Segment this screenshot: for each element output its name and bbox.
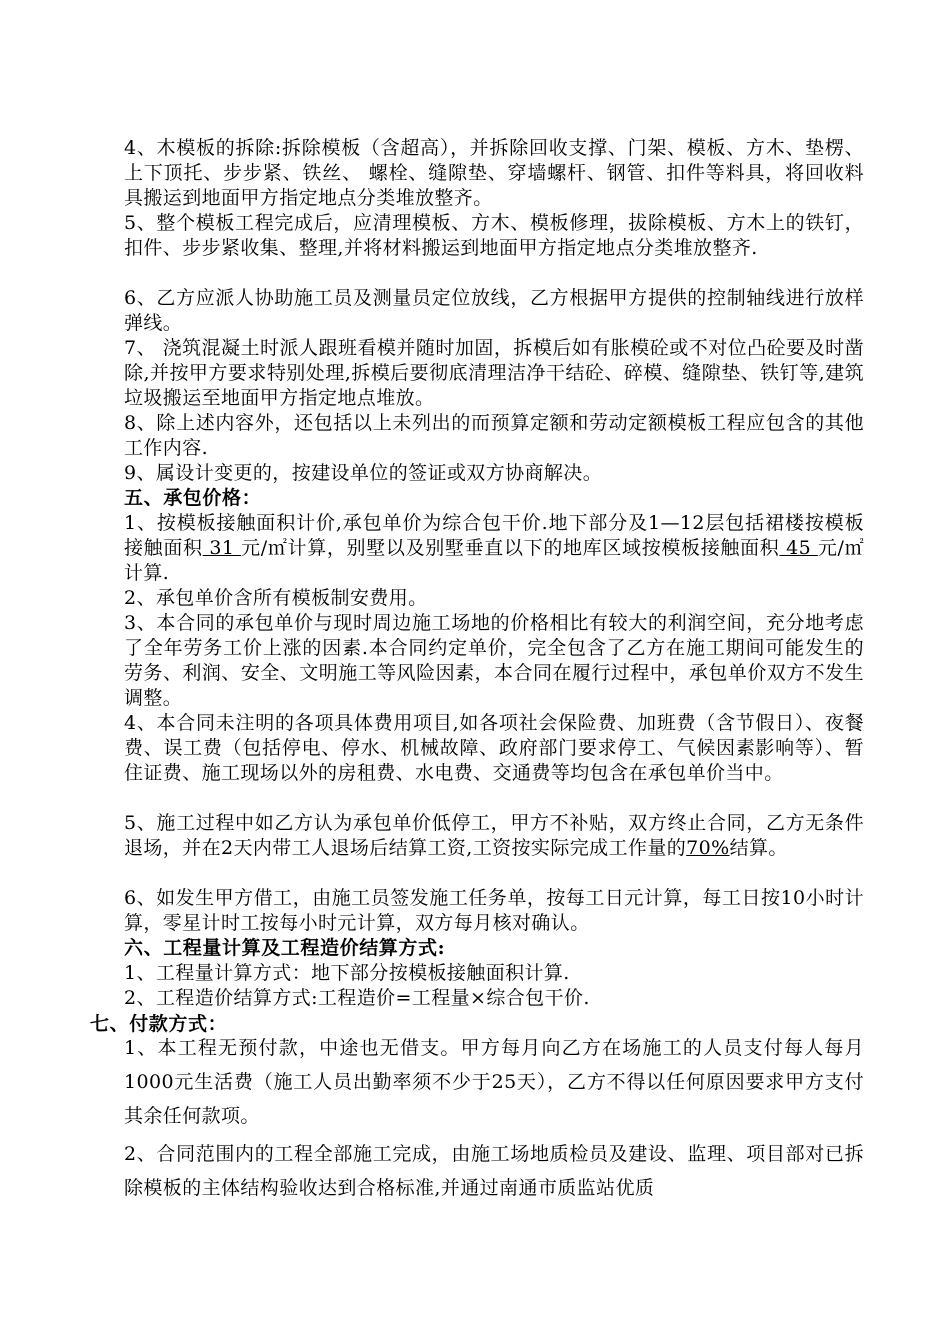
clause-5-cleanup: 5、整个模板工程完成后，应清理模板、方木、模板修理，拔除模板、方木上的铁钉，扣件、步步紧收集、整理,并将材料搬运到地面甲方指定地点分类堆放整齐. [124,212,864,259]
item-5-text-a: 5、施工过程中如乙方认为承包单价低停工，甲方不补贴，双方终止合同，乙方无条件退场，并在2天内带工人退场后结算工资,工资按实际完成工作量的 [124,812,864,859]
section-5-item-5 [124,811,864,861]
section-5-item-2: 2、承包单价含所有模板制安费用。 [124,587,428,609]
section-7-title: 七、付款方式： [90,1013,228,1035]
settlement-percent: 70% [686,837,730,859]
section-5-item-1 [124,511,864,586]
clause-8-other: 8、除上述内容外，还包括以上未列出的而预算定额和劳动定额模板工程应包含的其他工作内容. [124,412,864,459]
section-5-title: 五、承包价格： [124,487,262,509]
clause-4-demolition: 4、木模板的拆除:拆除模板（含超高），并拆除回收支撑、门架、模板、方木、垫楞、上下顶托、步步紧、铁丝、 螺栓、缝隙垫、穿墙螺杆、钢管、扣件等料具，将回收料具搬运到地面甲方指定地点分类堆放整齐。 [124,137,864,209]
section-5-item-3: 3、本合同的承包单价与现时周边施工场地的价格相比有较大的利润空间，充分地考虑了全年劳务工价上涨的因素.本合同约定单价，完全包含了乙方在施工期间可能发生的劳务、利润、安全、文明施工等风险因素，本合同在履行过程中，承包单价双方不发生调整。 [124,612,864,709]
section-7-item-2: 2、合同范围内的工程全部施工完成，由施工场地质检员及建设、监理、项目部对已拆除模板的主体结构验收达到合格标准,并通过南通市质监站优质 [124,1143,864,1199]
section-6-item-1: 1、工程量计算方式：地下部分按模板接触面积计算. [124,962,570,984]
clause-7-concrete: 7、 浇筑混凝土时派人跟班看模并随时加固，拆模后如有胀模砼或不对位凸砼要及时凿除,并按甲方要求特别处理,拆模后要彻底清理洁净干结砼、碎模、缝隙垫、铁钉等,建筑垃圾搬运至地面甲方指定地点堆放。 [124,337,864,409]
section-6-item-2: 2、工程造价结算方式:工程造价=工程量×综合包干价. [124,987,590,1009]
section-5-item-4: 4、本合同未注明的各项具体费用项目,如各项社会保险费、加班费（含节假日）、夜餐费、误工费（包括停电、停水、机械故障、政府部门要求停工、气候因素影响等）、暂住证费、施工现场以外的房租费、水电费、交通费等均包含在承包单价当中。 [124,712,864,784]
item-1-text-b: 元/㎡计算，别墅以及别墅垂直以下的地库区域按模板接触面积 [241,537,780,559]
price-villa: 45 [779,537,818,559]
price-underground: 31 [202,537,242,559]
item-1-text-c: 元/㎡计算. [124,537,864,584]
section-7-item-1: 1、本工程无预付款，中途也无借支。甲方每月向乙方在场施工的人员支付每人每月1000元生活费（施工人员出勤率须不少于25天），乙方不得以任何原因要求甲方支付其余任何款项。 [124,1037,864,1127]
item-5-text-b: 结算。 [729,837,788,859]
item-1-text-a: 1、按模板接触面积计价,承包单价为综合包干价.地下部分及1—12层包括裙楼按模板接触面积 [124,512,864,559]
section-6-title: 六、工程量计算及工程造价结算方式: [124,937,446,959]
clause-9-changes: 9、属设计变更的，按建设单位的签证或双方协商解决。 [124,462,603,484]
section-5-item-6: 6、如发生甲方借工，由施工员签发施工任务单，按每工日元计算，每工日按10小时计算，零星计时工按每小时元计算，双方每月核对确认。 [124,887,864,934]
clause-6-layout: 6、乙方应派人协助施工员及测量员定位放线，乙方根据甲方提供的控制轴线进行放样弹线。 [124,287,864,334]
